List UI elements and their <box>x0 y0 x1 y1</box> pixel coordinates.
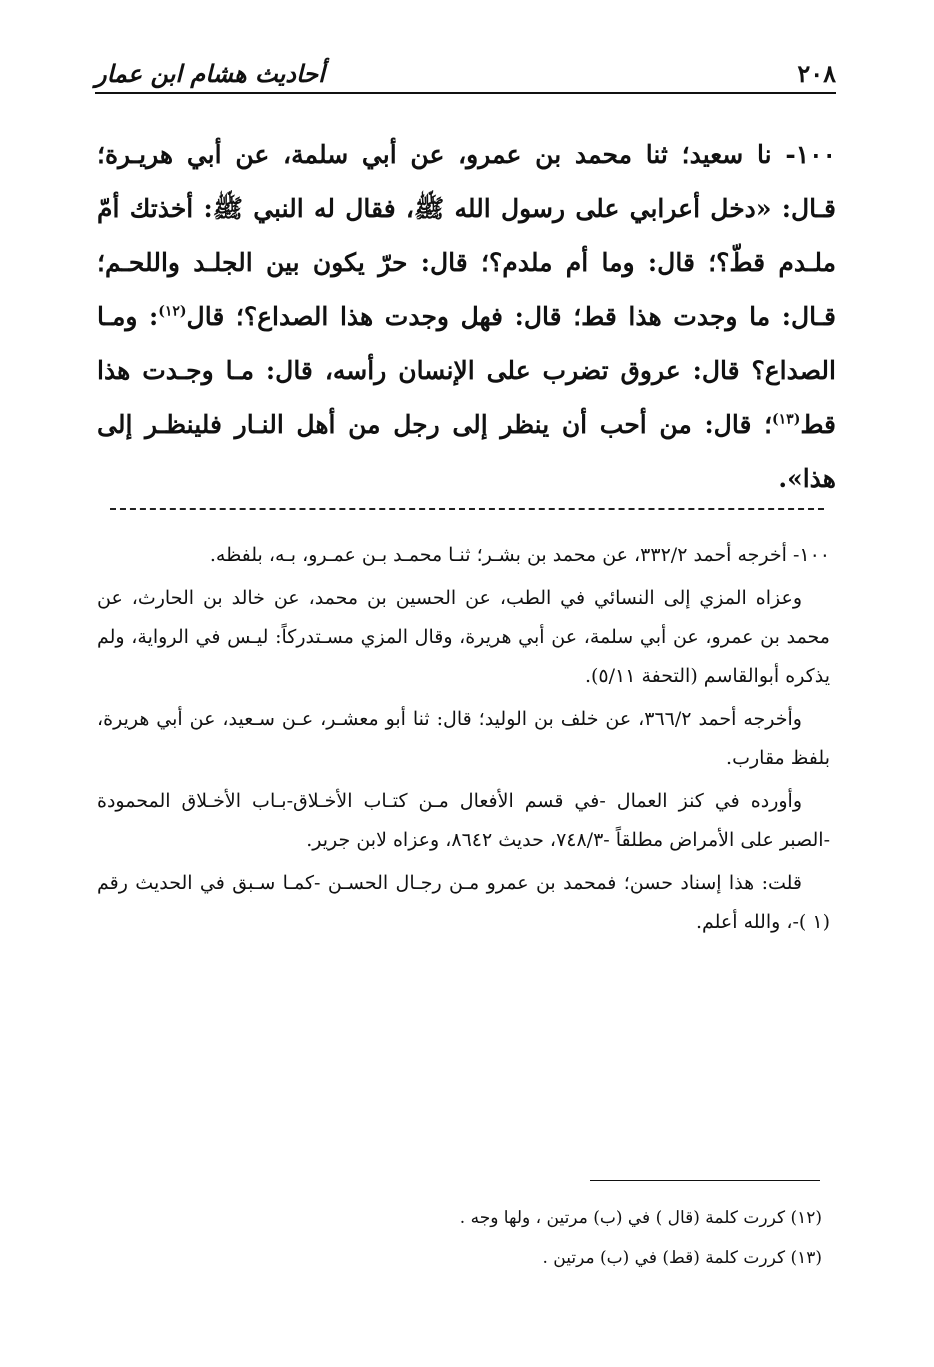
header-rule <box>95 92 836 94</box>
hadith-text <box>97 128 836 506</box>
footnote-ref-13[interactable]: (١٣) <box>772 411 801 428</box>
hadith-text-part-1: ١٠٠- نا سعيد؛ ثنا محمد بن عمرو، عن أبي سلمة، عن أبي هريـرة؛ قـال: «دخل أعرابي على رسول الله ﷺ، فقال له النبي ﷺ: أخذتك أمّ ملـدم قطّ؟؛ قال: وما أم ملدم؟؛ قال: حرّ يكون بين الجلـد واللحـم؛ قـال: ما وجدت هذا قط؛ قال: فهل وجدت هذا الصداع؟؛ قال <box>97 140 836 331</box>
footnote-12: (١٢) كررت كلمة (قال ) في (ب) مرتين ، ولها وجه . <box>459 1208 822 1228</box>
hadith-text-part-2: : ومـا الصداع؟ قال: عروق تضرب على الإنسان رأسه، قال: مـا وجـدت هذا قط <box>97 302 836 439</box>
note-paragraph-5: قلت: هذا إسناد حسن؛ فمحمد بن عمرو مـن رجـال الحسـن -كمـا سـبق في الحديث رقم (١ )-، والله أعلم. <box>97 872 830 933</box>
footnote-13: (١٣) كررت كلمة (قط) في (ب) مرتين . <box>542 1248 822 1268</box>
note-paragraph-1: ١٠٠- أخرجه أحمد ٣٣٢/٢، عن محمد بن بشـر؛ ثنـا محمـد بـن عمـرو، بـه، بلفظه. <box>209 544 830 566</box>
note-paragraph-2: وعزاه المزي إلى النسائي في الطب، عن الحسين بن محمد، عن خالد بن الحارث، عن محمد بن عمرو، عن أبي سلمة، عن أبي هريرة، وقال المزي مسـتدركاً: ليـس في الرواية، ولم يذكره أبوالقاسم (التحفة ٥/١١). <box>97 587 830 687</box>
note-paragraph-4: وأورده في كنز العمال -في قسم الأفعال مـن كتـاب الأخـلاق-بـاب الأخـلاق المحمودة -الصبر على الأمراض مطلقاً -٧٤٨/٣، حديث ٨٦٤٢، وعزاه لابن جرير. <box>97 790 830 851</box>
takhrij-notes <box>97 536 830 946</box>
page-number: ٢٠٨ <box>797 59 836 88</box>
note-paragraph-3: وأخرجه أحمد ٣٦٦/٢، عن خلف بن الوليد؛ قال: ثنا أبو معشـر، عـن سـعيد، عن أبي هريرة، بلفظ مقارب. <box>97 708 830 769</box>
dashed-separator <box>110 508 824 510</box>
running-title: أحاديث هشام ابن عمار <box>95 59 325 88</box>
hadith-paragraph <box>97 128 836 506</box>
page-header <box>95 52 836 88</box>
footnote-ref-12[interactable]: (١٢) <box>158 303 187 320</box>
footnote-rule <box>590 1180 820 1181</box>
hadith-text-part-3: ؛ قال: من أحب أن ينظر إلى رجل من أهل النـار فلينظـر إلى هذا». <box>97 410 836 493</box>
footnotes <box>97 1198 822 1278</box>
